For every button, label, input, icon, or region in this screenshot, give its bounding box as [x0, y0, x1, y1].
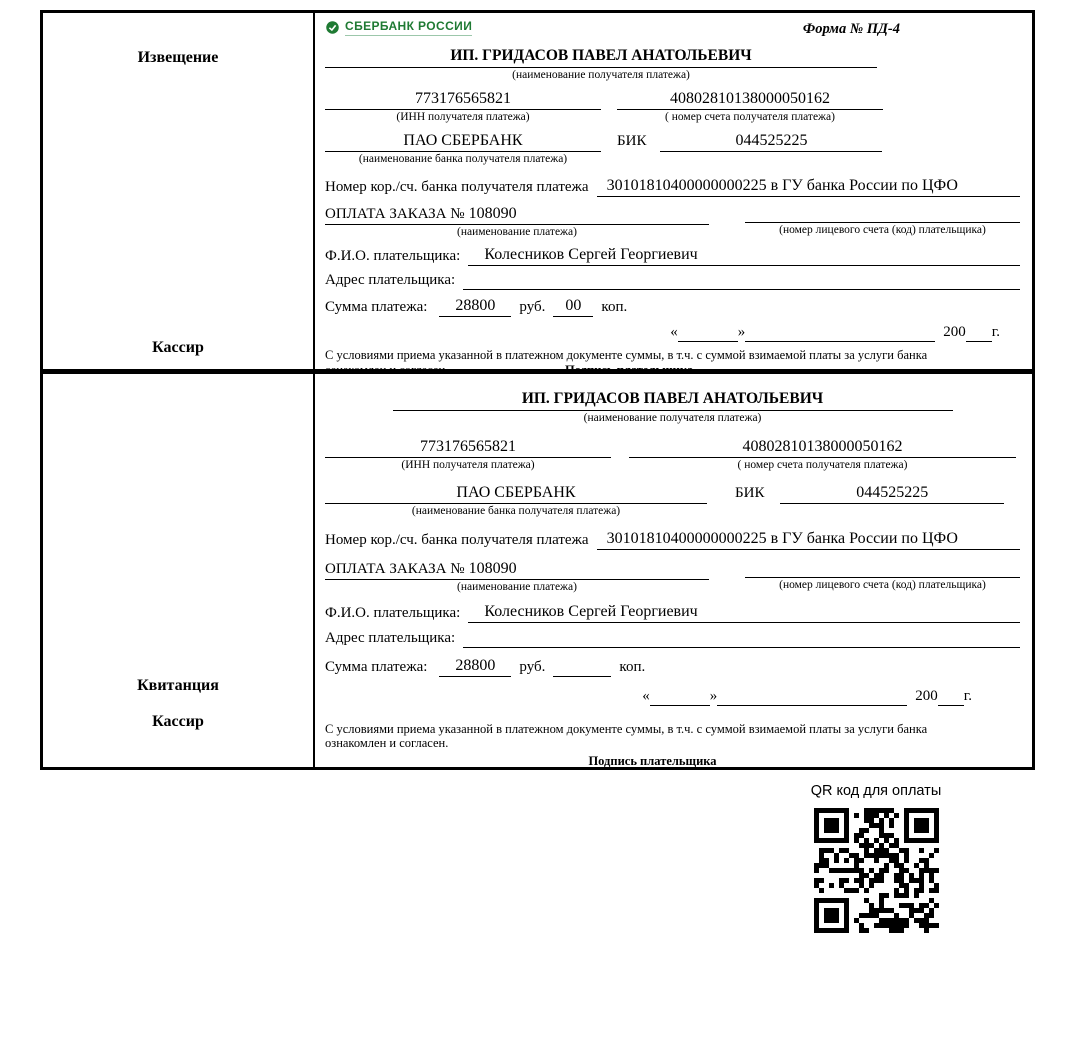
recipient-name-field: [393, 389, 953, 426]
receipt-section: [40, 371, 1035, 770]
purpose-label: ОПЛАТА ЗАКАЗА №: [325, 560, 465, 577]
agreement-line1: С условиями приема указанной в платежном документе суммы, в т.ч. с суммой взимаемой платы за услуги банка: [325, 721, 928, 736]
amount-kop-value: 00: [553, 296, 593, 317]
sberbank-logo-text: СБЕРБАНК РОССИИ: [345, 19, 472, 36]
date-row: [325, 687, 972, 706]
year-prefix: 200: [915, 687, 938, 704]
recipient-name-caption: (наименование получателя платежа): [583, 412, 762, 425]
personal-account-caption: (номер лицевого счета (код) плательщика): [779, 223, 986, 236]
inn-caption: (ИНН получателя платежа): [401, 459, 535, 472]
amount-rub-value: 28800: [439, 296, 511, 317]
bank-name-field: [325, 131, 601, 167]
form-number: Форма № ПД-4: [802, 21, 900, 37]
payer-address-label: Адрес плательщика:: [325, 629, 456, 646]
year-suffix: г.: [991, 323, 1000, 340]
corr-label: Номер кор./сч. банка получателя платежа: [325, 532, 589, 549]
agreement-text: [325, 722, 1020, 752]
year-prefix: 200: [943, 323, 966, 340]
sberbank-logo: [325, 19, 472, 36]
purpose-field: [325, 204, 709, 240]
rub-label: руб.: [519, 298, 546, 315]
purpose-row: [325, 204, 1020, 240]
inn-value: 773176565821: [325, 89, 601, 110]
purpose-line: [325, 204, 709, 225]
bik-value: 044525225: [660, 131, 882, 152]
purpose-caption: (наименование платежа): [457, 580, 577, 593]
bik-label: БИК: [617, 132, 647, 149]
personal-account-blank: [745, 559, 1020, 578]
personal-account-caption: (номер лицевого счета (код) плательщика): [779, 578, 986, 591]
purpose-field: [325, 559, 709, 595]
recipient-name: ИП. ГРИДАСОВ ПАВЕЛ АНАТОЛЬЕВИЧ: [325, 46, 877, 68]
date-day-blank: [650, 687, 710, 706]
payer-address-blank: [463, 629, 1020, 648]
amount-kop-blank: [553, 658, 611, 677]
receipt-left-column: [43, 374, 315, 767]
payer-name-row: [325, 245, 1020, 266]
kop-label: коп.: [619, 658, 646, 675]
bik-field: [660, 131, 882, 152]
corr-account-row: [325, 176, 1020, 197]
date-close-quote: »: [737, 323, 746, 340]
inn-field: [325, 89, 601, 125]
bik-field: [780, 483, 1004, 504]
purpose-caption: (наименование платежа): [457, 225, 577, 238]
logo-row: [325, 16, 1020, 44]
account-value: 40802810138000050162: [617, 89, 883, 110]
account-value: 40802810138000050162: [629, 437, 1016, 458]
bank-name-field: [325, 483, 707, 519]
date-open-quote: «: [642, 687, 650, 704]
cashier-label: Кассир: [152, 713, 204, 730]
notice-section: [40, 10, 1035, 372]
receipt-body: [315, 374, 1032, 767]
date-day-blank: [678, 323, 738, 342]
payer-address-row: [325, 271, 1020, 290]
inn-caption: (ИНН получателя платежа): [396, 111, 530, 124]
receipt-title: Квитанция: [137, 677, 219, 694]
amount-label: Сумма платежа:: [325, 658, 428, 675]
inn-value: 773176565821: [325, 437, 611, 458]
date-close-quote: »: [709, 687, 718, 704]
qr-section: [788, 783, 964, 938]
date-month-blank: [745, 323, 935, 342]
bank-caption: (наименование банка получателя платежа): [358, 152, 568, 165]
notice-body: [315, 13, 1032, 369]
amount-row: [325, 296, 1020, 317]
personal-account-field: [745, 204, 1020, 240]
bik-label: БИК: [735, 484, 765, 501]
purpose-label: ОПЛАТА ЗАКАЗА №: [325, 205, 465, 222]
personal-account-field: [745, 559, 1020, 595]
notice-title: Извещение: [137, 49, 219, 66]
qr-code: [814, 808, 939, 933]
account-field: [617, 89, 883, 125]
personal-account-blank: [745, 204, 1020, 223]
inn-field: [325, 437, 611, 473]
date-year-blank: [938, 687, 964, 706]
qr-label: QR код для оплаты: [810, 783, 942, 799]
date-year-blank: [966, 323, 992, 342]
inn-account-row: [325, 89, 1020, 125]
signature-label: Подпись плательщика: [588, 754, 717, 769]
amount-label: Сумма платежа:: [325, 298, 428, 315]
payer-name-value: Колесников Сергей Георгиевич: [468, 602, 1020, 623]
notice-left-column: [43, 13, 315, 369]
sberbank-logo-icon: [325, 20, 340, 35]
corr-account-row: [325, 529, 1020, 550]
year-suffix: г.: [963, 687, 972, 704]
payer-name-label: Ф.И.О. плательщика:: [325, 247, 461, 264]
bank-name: ПАО СБЕРБАНК: [325, 131, 601, 152]
purpose-row: [325, 559, 1020, 595]
purpose-line: [325, 559, 709, 580]
payer-name-value: Колесников Сергей Георгиевич: [468, 245, 1020, 266]
cashier-label: Кассир: [152, 339, 204, 356]
bank-row: [325, 483, 1020, 519]
payer-name-row: [325, 602, 1020, 623]
amount-row: [325, 656, 1020, 677]
account-caption: ( номер счета получателя платежа): [737, 459, 908, 472]
purpose-value: 108090: [468, 204, 517, 222]
payer-address-label: Адрес плательщика:: [325, 271, 456, 288]
payer-address-blank: [463, 271, 1020, 290]
inn-account-row: [325, 437, 1020, 473]
agreement-line2: ознакомлен и согласен.: [325, 736, 449, 751]
date-row: [325, 323, 1000, 342]
recipient-name: ИП. ГРИДАСОВ ПАВЕЛ АНАТОЛЬЕВИЧ: [393, 389, 953, 411]
payer-address-row: [325, 629, 1020, 648]
corr-label: Номер кор./сч. банка получателя платежа: [325, 179, 589, 196]
rub-label: руб.: [519, 658, 546, 675]
account-field: [629, 437, 1016, 473]
recipient-name-field: [325, 46, 877, 83]
bank-name: ПАО СБЕРБАНК: [325, 483, 707, 504]
corr-value: 30101810400000000225 в ГУ банка России по ЦФО: [597, 529, 1020, 550]
amount-rub-value: 28800: [439, 656, 511, 677]
date-open-quote: «: [670, 323, 678, 340]
corr-value: 30101810400000000225 в ГУ банка России по ЦФО: [597, 176, 1020, 197]
kop-label: коп.: [601, 298, 628, 315]
bank-caption: (наименование банка получателя платежа): [411, 504, 621, 517]
bik-value: 044525225: [780, 483, 1004, 504]
date-month-blank: [717, 687, 907, 706]
agreement-line1: С условиями приема указанной в платежном документе суммы, в т.ч. с суммой взимаемой платы за услуги банка: [325, 347, 928, 362]
purpose-value: 108090: [468, 559, 517, 577]
payer-name-label: Ф.И.О. плательщика:: [325, 604, 461, 621]
account-caption: ( номер счета получателя платежа): [665, 111, 835, 124]
recipient-name-caption: (наименование получателя платежа): [512, 69, 690, 82]
bank-row: [325, 131, 1020, 167]
